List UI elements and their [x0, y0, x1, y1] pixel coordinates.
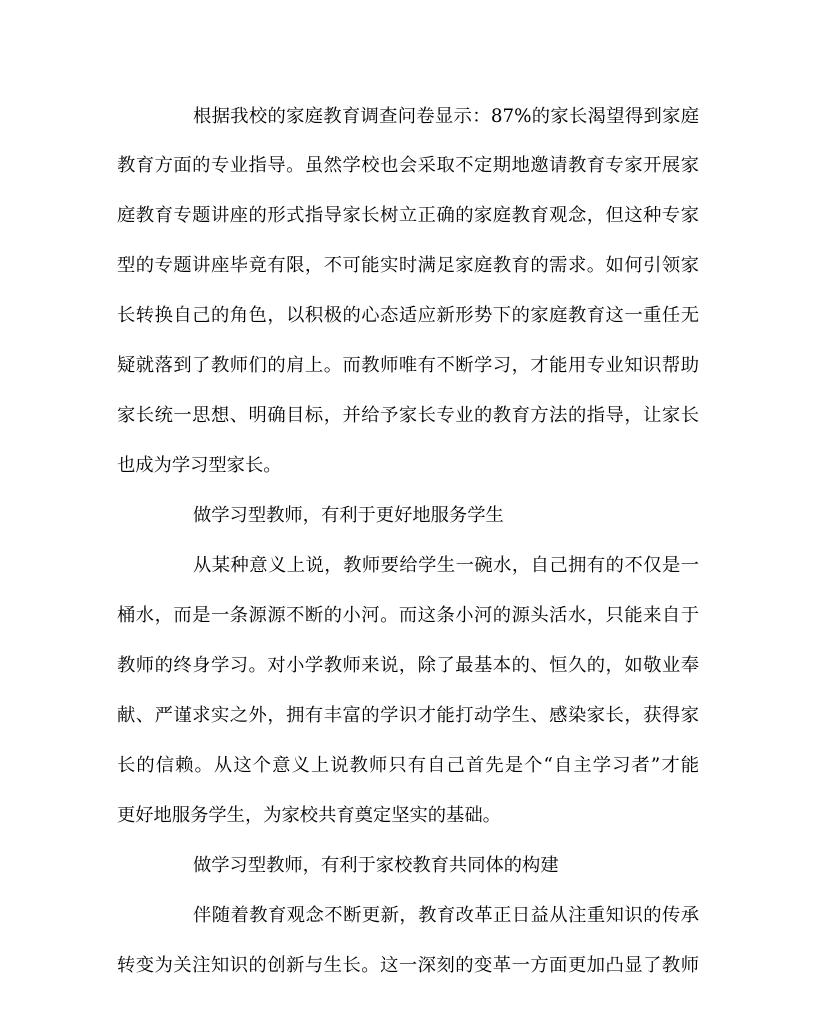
- paragraph-2-line-5: 长的信赖。从这个意义上说教师只有自己首先是个“自主学习者”才能: [117, 755, 699, 776]
- paragraph-2-line-2: 桶水，而是一条源源不断的小河。而这条小河的源头活水，只能来自于: [117, 605, 699, 626]
- paragraph-1-line-6: 疑就落到了教师们的肩上。而教师唯有不断学习，才能用专业知识帮助: [117, 355, 699, 376]
- paragraph-3-line-1: 伴随着教育观念不断更新，教育改革正日益从注重知识的传承: [193, 905, 699, 926]
- paragraph-1-line-4: 型的专题讲座毕竟有限，不可能实时满足家庭教育的需求。如何引领家: [117, 255, 699, 276]
- paragraph-1-line-3: 庭教育专题讲座的形式指导家长树立正确的家庭教育观念，但这种专家: [117, 205, 699, 226]
- section-heading-1: 做学习型教师，有利于更好地服务学生: [193, 505, 504, 526]
- paragraph-2-line-4: 献、严谨求实之外，拥有丰富的学识才能打动学生、感染家长，获得家: [117, 705, 699, 726]
- paragraph-1-line-2: 教育方面的专业指导。虽然学校也会采取不定期地邀请教育专家开展家: [117, 155, 699, 176]
- paragraph-3-line-2: 转变为关注知识的创新与生长。这一深刻的变革一方面更加凸显了教师: [117, 955, 699, 976]
- paragraph-2-line-6: 更好地服务学生，为家校共育奠定坚实的基础。: [117, 805, 501, 826]
- section-heading-2: 做学习型教师，有利于家校教育共同体的构建: [193, 855, 559, 876]
- paragraph-2-line-1: 从某种意义上说，教师要给学生一碗水，自己拥有的不仅是一: [193, 555, 699, 576]
- paragraph-1-line-1: 根据我校的家庭教育调查问卷显示：87%的家长渴望得到家庭: [193, 106, 699, 127]
- paragraph-2-line-3: 教师的终身学习。对小学教师来说，除了最基本的、恒久的，如敬业奉: [117, 655, 699, 676]
- paragraph-1-line-8: 也成为学习型家长。: [117, 455, 282, 476]
- paragraph-1-line-7: 家长统一思想、明确目标，并给予家长专业的教育方法的指导，让家长: [117, 405, 699, 426]
- paragraph-1-line-5: 长转换自己的角色，以积极的心态适应新形势下的家庭教育这一重任无: [117, 305, 699, 326]
